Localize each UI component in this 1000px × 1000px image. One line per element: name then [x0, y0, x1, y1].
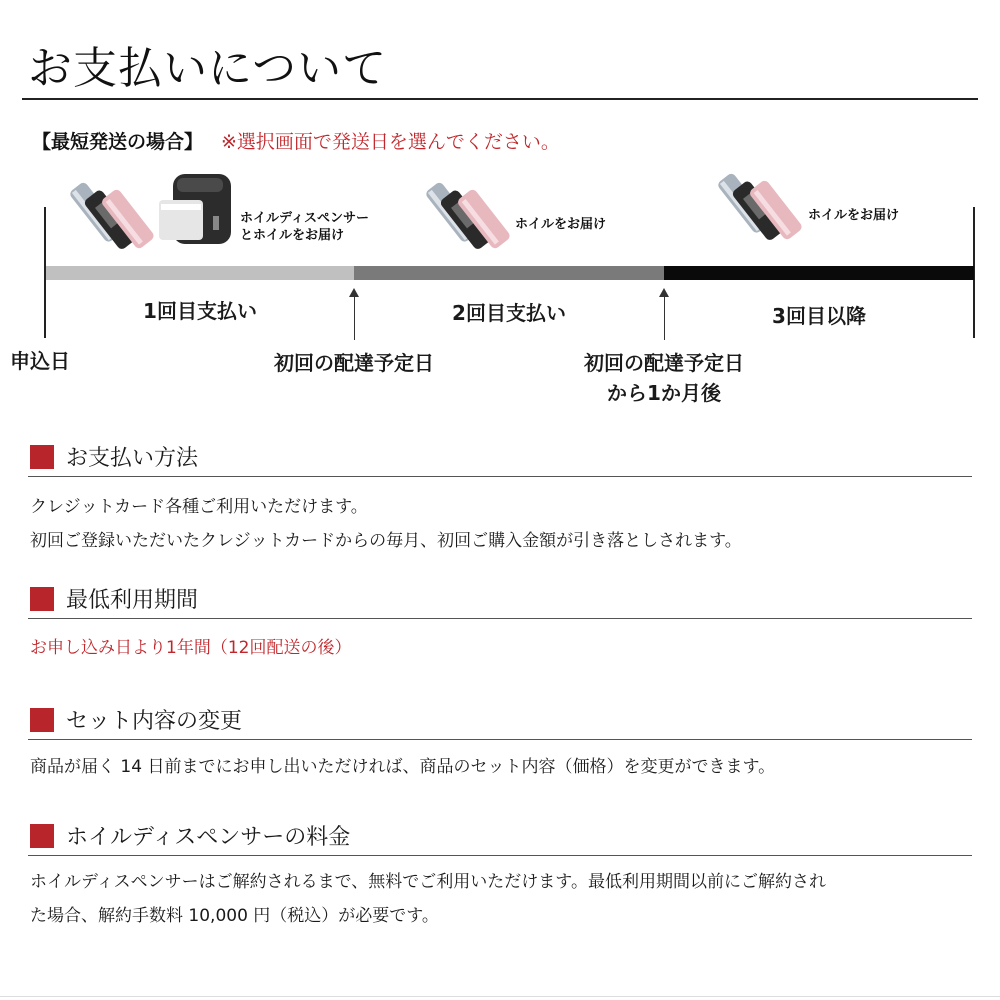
- section-heading-text: お支払い方法: [66, 446, 199, 471]
- delivery-label-3: ホイルをお届け: [808, 208, 900, 223]
- date-label-start: 申込日: [10, 349, 70, 373]
- foil-dispenser-icon: [155, 170, 237, 248]
- shipping-note: [32, 127, 560, 154]
- timeline-bar-period-2: [354, 266, 664, 280]
- timeline-bar-period-3: [664, 266, 974, 280]
- section-divider: [28, 476, 972, 477]
- shipping-note-heading: 【最短発送の場合】: [32, 131, 204, 153]
- date-label-month-after-line2: から1か月後: [607, 381, 721, 405]
- section-body-dispenser-fee: [30, 865, 826, 933]
- bottom-divider: [0, 996, 1000, 997]
- section-marker: [30, 708, 54, 732]
- section-marker: [30, 824, 54, 848]
- section-marker: [30, 587, 54, 611]
- period-label-1: 1回目支払い: [143, 299, 257, 323]
- delivery-label-1: [240, 210, 369, 244]
- date-label-month-after: [574, 348, 754, 408]
- section-divider: [28, 739, 972, 740]
- payment-method-line-2: 初回ご登録いただいたクレジットカードからの毎月、初回ご購入金額が引き落としされます。: [30, 531, 742, 551]
- shipping-note-warning: ※選択画面で発送日を選んでください。: [221, 131, 560, 153]
- section-heading-text: 最低利用期間: [66, 588, 199, 613]
- date-label-first-delivery: 初回の配達予定日: [274, 351, 434, 375]
- section-heading-payment-method: [30, 441, 198, 472]
- period-label-2: 2回目支払い: [452, 301, 566, 325]
- period-label-3: 3回目以降: [772, 304, 866, 328]
- section-heading-text: ホイルディスペンサーの料金: [66, 825, 351, 850]
- delivery-label-1-line2: とホイルをお届け: [240, 228, 345, 243]
- foil-rolls-icon: [418, 172, 510, 264]
- section-divider: [28, 618, 972, 619]
- date-label-month-after-line1: 初回の配達予定日: [584, 351, 744, 375]
- foil-rolls-icon: [710, 163, 802, 255]
- section-body-set-change: 商品が届く 14 日前までにお申し出いただければ、商品のセット内容（価格）を変更ができます。: [30, 757, 776, 777]
- section-heading-set-change: [30, 704, 242, 735]
- section-marker: [30, 445, 54, 469]
- payment-method-line-1: クレジットカード各種ご利用いただけます。: [30, 497, 368, 517]
- dispenser-fee-line-1: ホイルディスペンサーはご解約されるまで、無料でご利用いただけます。最低利用期間以前にご解約され: [30, 872, 826, 892]
- section-heading-minimum-term: [30, 583, 198, 614]
- timeline-bar-period-1: [46, 266, 354, 280]
- delivery-label-1-line1: ホイルディスペンサー: [240, 211, 369, 226]
- section-heading-dispenser-fee: [30, 820, 350, 851]
- dispenser-fee-line-2: た場合、解約手数料 10,000 円（税込）が必要です。: [30, 906, 439, 926]
- foil-rolls-icon: [62, 172, 154, 264]
- section-divider: [28, 855, 972, 856]
- delivery-label-2: ホイルをお届け: [515, 217, 607, 232]
- section-body-minimum-term: お申し込み日より1年間（12回配送の後）: [30, 638, 352, 658]
- title-divider: [22, 98, 978, 100]
- section-body-payment-method: [30, 490, 742, 558]
- section-heading-text: セット内容の変更: [66, 709, 243, 734]
- page-title: お支払いについて: [28, 43, 388, 94]
